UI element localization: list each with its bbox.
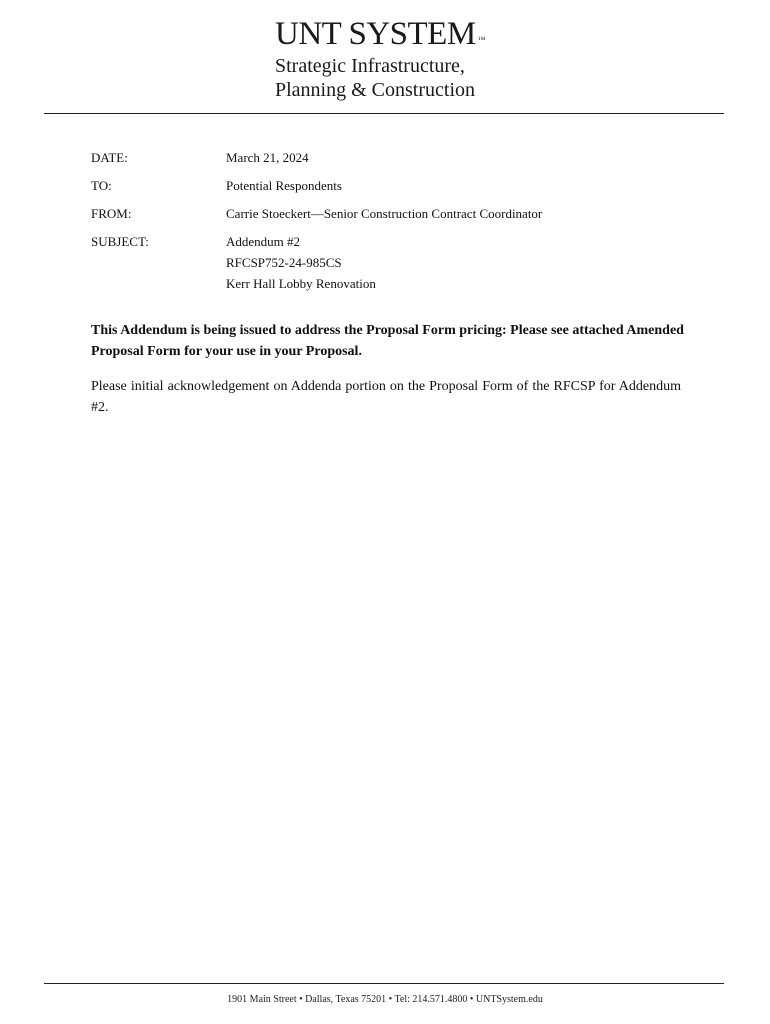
subject-rfcsp-number: RFCSP752-24-985CS [226, 255, 342, 270]
subject-label: SUBJECT: [91, 234, 149, 249]
footer-divider [44, 983, 724, 984]
trademark-symbol: ™ [477, 35, 486, 44]
date-label: DATE: [91, 150, 128, 165]
acknowledgement-instruction: Please initial acknowledgement on Addenda portion on the Proposal Form of the RFCSP for Addendum #2. [91, 379, 681, 415]
subject-value [226, 231, 376, 294]
department-line-1: Strategic Infrastructure, [275, 55, 465, 77]
from-label: FROM: [91, 206, 132, 221]
department-line-2: Planning & Construction [275, 79, 475, 101]
date-value: March 21, 2024 [226, 150, 309, 165]
from-value: Carrie Stoeckert—Senior Construction Contract Coordinator [226, 206, 543, 221]
org-name: UNT SYSTEM ™ [275, 16, 486, 52]
subject-addendum: Addendum #2 [226, 234, 301, 249]
addendum-notice: This Addendum is being issued to address the Proposal Form pricing: Please see attached Amended Proposal Form for your use in your Proposal. [91, 323, 684, 359]
header-divider [44, 113, 724, 114]
subject-project-name: Kerr Hall Lobby Renovation [226, 276, 376, 291]
footer-address: 1901 Main Street • Dallas, Texas 75201 • Tel: 214.571.4800 • UNTSystem.edu [227, 994, 543, 1005]
to-value: Potential Respondents [226, 178, 342, 193]
to-label: TO: [91, 178, 112, 193]
letterhead-logo [275, 14, 535, 102]
